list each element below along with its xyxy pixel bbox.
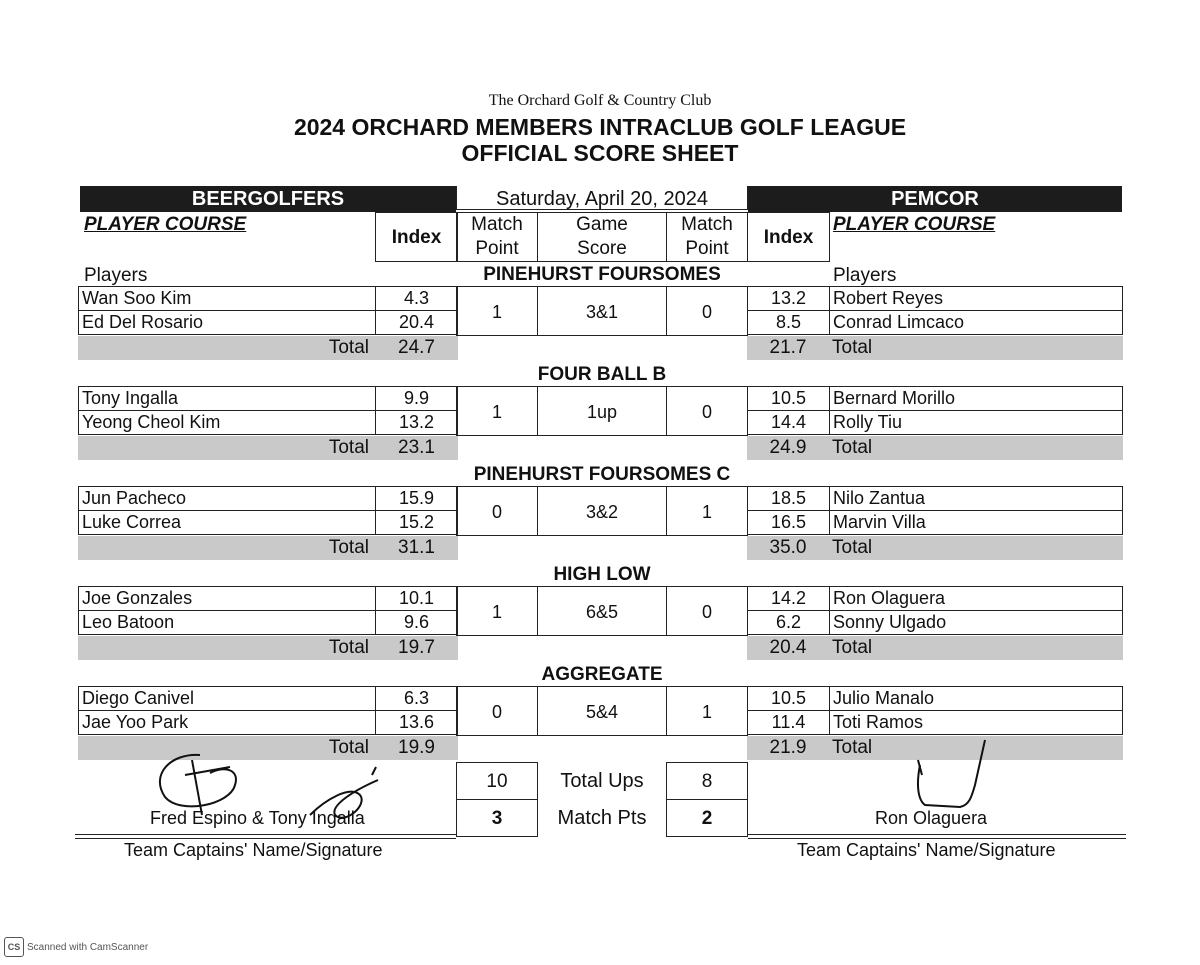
- left-player-index: 10.1: [375, 586, 458, 611]
- right-match-point-header: [666, 212, 748, 262]
- left-total-label: Total: [78, 736, 376, 760]
- right-match-point-line1: Match: [681, 214, 733, 235]
- match-pts-label: Match Pts: [557, 807, 647, 829]
- right-captains-caption: Team Captains' Name/Signature: [797, 840, 1056, 860]
- right-player-index: 6.2: [747, 610, 830, 635]
- right-total-label: Total: [829, 636, 1123, 660]
- left-total-label: Total: [78, 636, 376, 660]
- left-total-ups: 10: [456, 762, 538, 800]
- right-player-index: 8.5: [747, 310, 830, 335]
- scanner-watermark: [4, 937, 148, 957]
- right-total-value: 21.9: [747, 736, 830, 760]
- right-player-name: Conrad Limcaco: [829, 310, 1123, 335]
- right-player-index: 11.4: [747, 710, 830, 735]
- game-score-header: [537, 212, 667, 262]
- game-score: 6&5: [537, 586, 667, 636]
- right-match-point: 1: [666, 486, 748, 536]
- right-player-course-header: PLAYER COURSE: [833, 214, 996, 235]
- right-player-index: 10.5: [747, 386, 830, 411]
- game-score-line2: Score: [577, 238, 627, 259]
- left-index-header: Index: [375, 212, 458, 262]
- right-match-pts: 2: [666, 799, 748, 837]
- left-total-label: Total: [78, 336, 376, 360]
- left-total-label: Total: [78, 436, 376, 460]
- right-total-ups: 8: [666, 762, 748, 800]
- scanner-text: Scanned with CamScanner: [27, 942, 149, 953]
- sheet-title: OFFICIAL SCORE SHEET: [461, 140, 739, 166]
- left-player-name: Leo Batoon: [78, 610, 376, 635]
- game-score: 1up: [537, 386, 667, 436]
- left-captains-caption: Team Captains' Name/Signature: [124, 840, 383, 860]
- right-team-name: PEMCOR: [748, 186, 1122, 212]
- right-match-point: 0: [666, 386, 748, 436]
- right-total-value: 20.4: [747, 636, 830, 660]
- right-captains-names: Ron Olaguera: [875, 808, 988, 828]
- match-type-heading: AGGREGATE: [541, 664, 663, 685]
- left-player-name: Ed Del Rosario: [78, 310, 376, 335]
- left-match-point: 0: [456, 686, 538, 736]
- match-type-heading: PINEHURST FOURSOMES C: [473, 464, 731, 485]
- right-total-label: Total: [829, 336, 1123, 360]
- right-total-value: 35.0: [747, 536, 830, 560]
- right-match-point: 0: [666, 286, 748, 336]
- left-match-point-header: [456, 212, 538, 262]
- right-match-point: 1: [666, 686, 748, 736]
- left-match-point: 0: [456, 486, 538, 536]
- right-total-value: 21.7: [747, 336, 830, 360]
- right-players-label: Players: [833, 265, 897, 286]
- game-score: 3&1: [537, 286, 667, 336]
- right-match-point-line2: Point: [685, 238, 729, 259]
- right-player-name: Ron Olaguera: [829, 586, 1123, 611]
- right-player-name: Marvin Villa: [829, 510, 1123, 535]
- match-type-heading: FOUR BALL B: [537, 364, 667, 385]
- right-player-index: 18.5: [747, 486, 830, 511]
- left-player-name: Jae Yoo Park: [78, 710, 376, 735]
- left-player-index: 6.3: [375, 686, 458, 711]
- right-player-name: Rolly Tiu: [829, 410, 1123, 435]
- left-player-name: Wan Soo Kim: [78, 286, 376, 311]
- left-player-name: Luke Correa: [78, 510, 376, 535]
- right-player-name: Robert Reyes: [829, 286, 1123, 311]
- left-match-pts: 3: [456, 799, 538, 837]
- right-player-name: Sonny Ulgado: [829, 610, 1123, 635]
- right-player-name: Bernard Morillo: [829, 386, 1123, 411]
- game-score: 5&4: [537, 686, 667, 736]
- left-player-index: 9.6: [375, 610, 458, 635]
- left-player-name: Yeong Cheol Kim: [78, 410, 376, 435]
- left-players-label: Players: [84, 265, 148, 286]
- left-player-index: 9.9: [375, 386, 458, 411]
- game-score: 3&2: [537, 486, 667, 536]
- left-player-index: 15.9: [375, 486, 458, 511]
- right-match-point: 0: [666, 586, 748, 636]
- left-signatures: [140, 745, 400, 835]
- right-total-label: Total: [829, 736, 1123, 760]
- left-player-index: 20.4: [375, 310, 458, 335]
- league-title: 2024 ORCHARD MEMBERS INTRACLUB GOLF LEAGUE: [293, 114, 907, 140]
- right-player-index: 16.5: [747, 510, 830, 535]
- left-player-index: 13.6: [375, 710, 458, 735]
- left-player-name: Jun Pacheco: [78, 486, 376, 511]
- left-player-course-header: PLAYER COURSE: [84, 214, 247, 235]
- right-signature: [900, 735, 1010, 835]
- left-match-point: 1: [456, 386, 538, 436]
- left-total-value: 19.9: [375, 736, 458, 760]
- left-player-name: Joe Gonzales: [78, 586, 376, 611]
- right-total-label: Total: [829, 436, 1123, 460]
- left-match-point-line1: Match: [471, 214, 523, 235]
- left-player-index: 13.2: [375, 410, 458, 435]
- left-match-point: 1: [456, 586, 538, 636]
- game-score-line1: Game: [576, 214, 628, 235]
- left-total-value: 19.7: [375, 636, 458, 660]
- left-team-name: BEERGOLFERS: [80, 186, 456, 212]
- total-ups-label: Total Ups: [560, 770, 644, 792]
- left-match-point: 1: [456, 286, 538, 336]
- left-total-value: 23.1: [375, 436, 458, 460]
- match-type-heading: HIGH LOW: [553, 564, 651, 585]
- right-player-name: Julio Manalo: [829, 686, 1123, 711]
- left-total-label: Total: [78, 536, 376, 560]
- right-player-name: Nilo Zantua: [829, 486, 1123, 511]
- left-player-name: Tony Ingalla: [78, 386, 376, 411]
- right-player-index: 14.4: [747, 410, 830, 435]
- right-player-name: Toti Ramos: [829, 710, 1123, 735]
- left-player-index: 4.3: [375, 286, 458, 311]
- camscanner-badge: CS: [4, 937, 24, 957]
- match-date: Saturday, April 20, 2024: [456, 186, 748, 210]
- right-index-header: Index: [747, 212, 830, 262]
- right-total-label: Total: [829, 536, 1123, 560]
- left-captains-names: Fred Espino & Tony Ingalla: [150, 808, 365, 828]
- left-total-value: 31.1: [375, 536, 458, 560]
- left-player-name: Diego Canivel: [78, 686, 376, 711]
- left-total-value: 24.7: [375, 336, 458, 360]
- right-player-index: 13.2: [747, 286, 830, 311]
- right-player-index: 10.5: [747, 686, 830, 711]
- club-name: The Orchard Golf & Country Club: [488, 92, 712, 109]
- right-total-value: 24.9: [747, 436, 830, 460]
- left-player-index: 15.2: [375, 510, 458, 535]
- match-type-heading: PINEHURST FOURSOMES: [483, 264, 721, 285]
- left-match-point-line2: Point: [475, 238, 519, 259]
- right-player-index: 14.2: [747, 586, 830, 611]
